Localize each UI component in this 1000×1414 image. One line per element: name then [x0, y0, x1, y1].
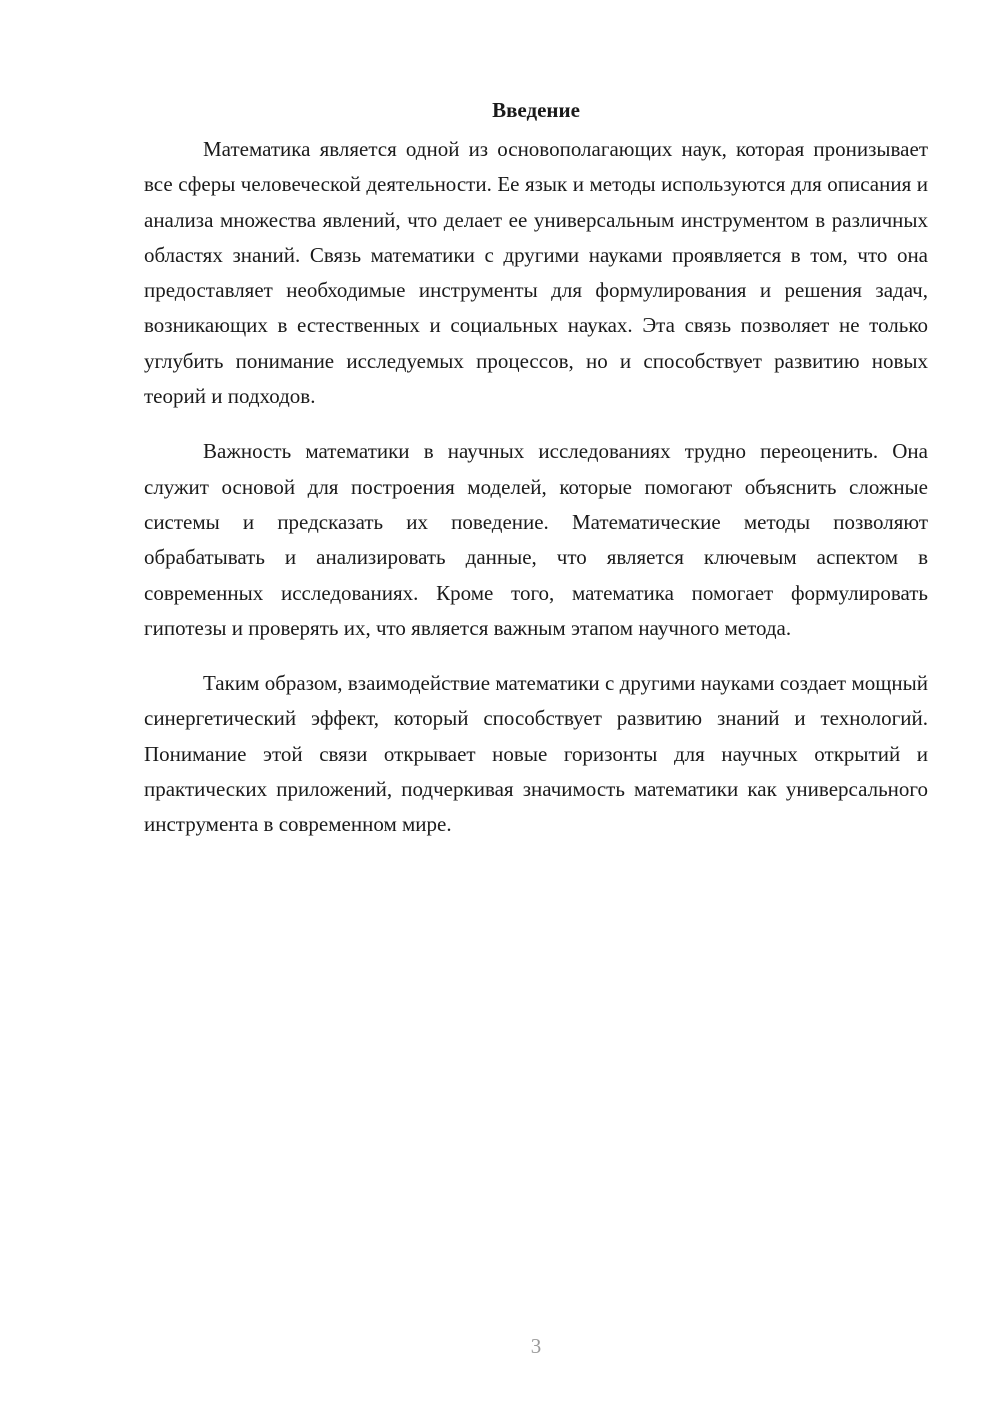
paragraph-3: Таким образом, взаимодействие математики с другими науками создает мощный синергетический эффект, который способствует развитию знаний и технологий. Понимание этой связи открывает новые горизонты для научных открытий и практических приложений, подчеркивая значимость математики как универсального инструмента в современном мире. — [144, 671, 928, 837]
page-number: 3 — [530, 1334, 542, 1358]
paragraph-1: Математика является одной из основополагающих наук, которая пронизывает все сферы человеческой деятельности. Ее язык и методы используются для описания и анализа множества явлений, что делает ее универсальным инструментом в различных областях знаний. Связь математики с другими науками проявляется в том, что она предоставляет необходимые инструменты для формулирования и решения задач, возникающих в естественных и социальных науках. Эта связь позволяет не только углубить понимание исследуемых процессов, но и способствует развитию новых теорий и подходов. — [144, 137, 928, 409]
section-heading: Введение — [492, 98, 580, 122]
paragraph-2: Важность математики в научных исследованиях трудно переоценить. Она служит основой для построения моделей, которые помогают объяснить сложные системы и предсказать их поведение. Математические методы позволяют обрабатывать и анализировать данные, что является ключевым аспектом в современных исследованиях. Кроме того, математика помогает формулировать гипотезы и проверять их, что является важным этапом научного метода. — [144, 439, 928, 640]
page-content — [144, 92, 928, 863]
